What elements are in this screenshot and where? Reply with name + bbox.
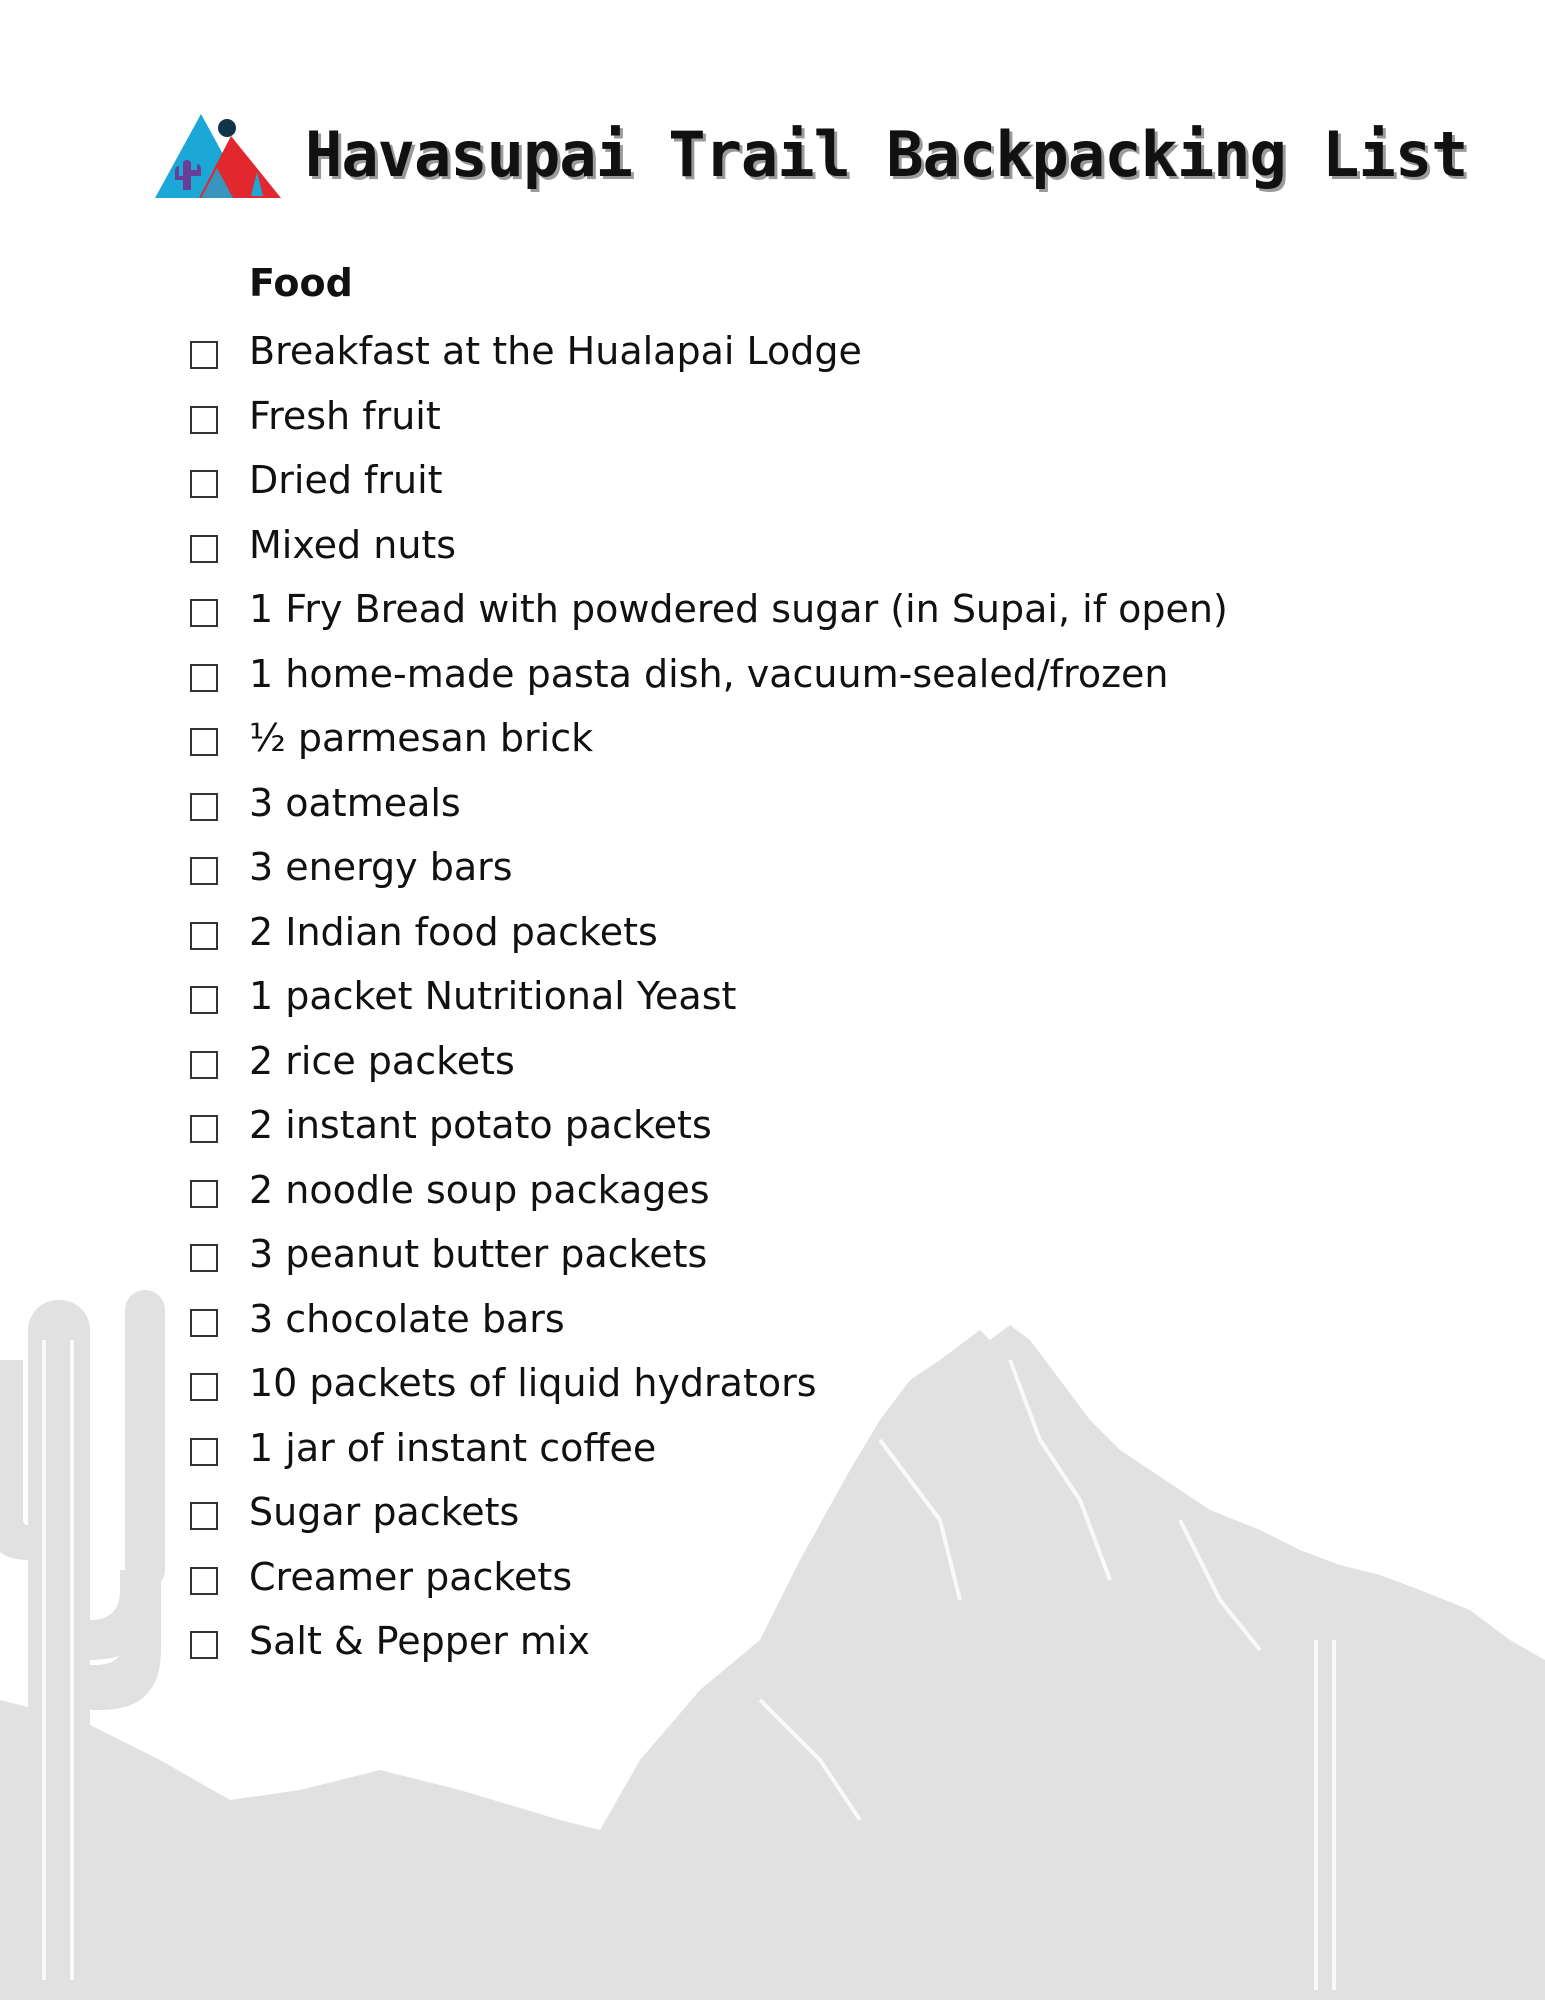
item-label: Creamer packets <box>249 1554 573 1599</box>
checkbox[interactable] <box>190 535 218 563</box>
item-label: 2 noodle soup packages <box>249 1167 710 1212</box>
item-label: 2 instant potato packets <box>249 1103 712 1148</box>
item-label: Salt & Pepper mix <box>249 1619 590 1664</box>
checkbox[interactable] <box>190 1309 218 1337</box>
checkbox[interactable] <box>190 1438 218 1466</box>
item-label: Dried fruit <box>249 458 443 503</box>
checkbox[interactable] <box>190 1180 218 1208</box>
checkbox[interactable] <box>190 1373 218 1401</box>
list-item <box>190 771 1228 836</box>
item-label: Sugar packets <box>249 1490 520 1535</box>
list-item <box>190 1480 1228 1545</box>
checkbox[interactable] <box>190 986 218 1014</box>
list-item <box>190 900 1228 965</box>
list-item <box>190 448 1228 513</box>
list-item <box>190 1093 1228 1158</box>
checkbox[interactable] <box>190 341 218 369</box>
item-label: 1 jar of instant coffee <box>249 1425 657 1470</box>
item-label: 2 rice packets <box>249 1038 515 1083</box>
checkbox[interactable] <box>190 857 218 885</box>
checklist-content <box>190 258 1228 1674</box>
checkbox[interactable] <box>190 1567 218 1595</box>
checkbox[interactable] <box>190 728 218 756</box>
section-heading-food: Food <box>249 261 353 305</box>
list-item <box>190 577 1228 642</box>
checkbox[interactable] <box>190 599 218 627</box>
list-item <box>190 1351 1228 1416</box>
checkbox[interactable] <box>190 922 218 950</box>
item-label: 3 chocolate bars <box>249 1296 565 1341</box>
list-item <box>190 835 1228 900</box>
item-label: ½ parmesan brick <box>249 716 594 761</box>
checkbox[interactable] <box>190 470 218 498</box>
item-label: Breakfast at the Hualapai Lodge <box>249 329 862 374</box>
item-label: 1 Fry Bread with powdered sugar (in Supai, if open) <box>249 587 1228 632</box>
checkbox[interactable] <box>190 1115 218 1143</box>
mountain-cactus-logo-icon <box>155 106 281 202</box>
list-item <box>190 1545 1228 1610</box>
checkbox[interactable] <box>190 406 218 434</box>
item-label: 1 packet Nutritional Yeast <box>249 974 737 1019</box>
page-header <box>155 104 1467 204</box>
checkbox[interactable] <box>190 664 218 692</box>
food-checklist <box>190 319 1228 1674</box>
list-item <box>190 642 1228 707</box>
list-item <box>190 513 1228 578</box>
list-item <box>190 1416 1228 1481</box>
checkbox[interactable] <box>190 1631 218 1659</box>
list-item <box>190 1287 1228 1352</box>
item-label: 2 Indian food packets <box>249 909 658 954</box>
item-label: 1 home-made pasta dish, vacuum-sealed/frozen <box>249 651 1169 696</box>
list-item <box>190 1158 1228 1223</box>
list-item <box>190 384 1228 449</box>
list-item <box>190 1609 1228 1674</box>
checkbox[interactable] <box>190 1244 218 1272</box>
item-label: 10 packets of liquid hydrators <box>249 1361 817 1406</box>
item-label: 3 oatmeals <box>249 780 461 825</box>
item-label: Mixed nuts <box>249 522 457 567</box>
checkbox[interactable] <box>190 1051 218 1079</box>
page-title: Havasupai Trail Backpacking List <box>305 117 1468 191</box>
list-item <box>190 1029 1228 1094</box>
checkbox[interactable] <box>190 793 218 821</box>
item-label: 3 peanut butter packets <box>249 1232 708 1277</box>
item-label: 3 energy bars <box>249 845 513 890</box>
item-label: Fresh fruit <box>249 393 441 438</box>
list-item <box>190 1222 1228 1287</box>
list-item <box>190 706 1228 771</box>
list-item <box>190 319 1228 384</box>
list-item <box>190 964 1228 1029</box>
checkbox[interactable] <box>190 1502 218 1530</box>
